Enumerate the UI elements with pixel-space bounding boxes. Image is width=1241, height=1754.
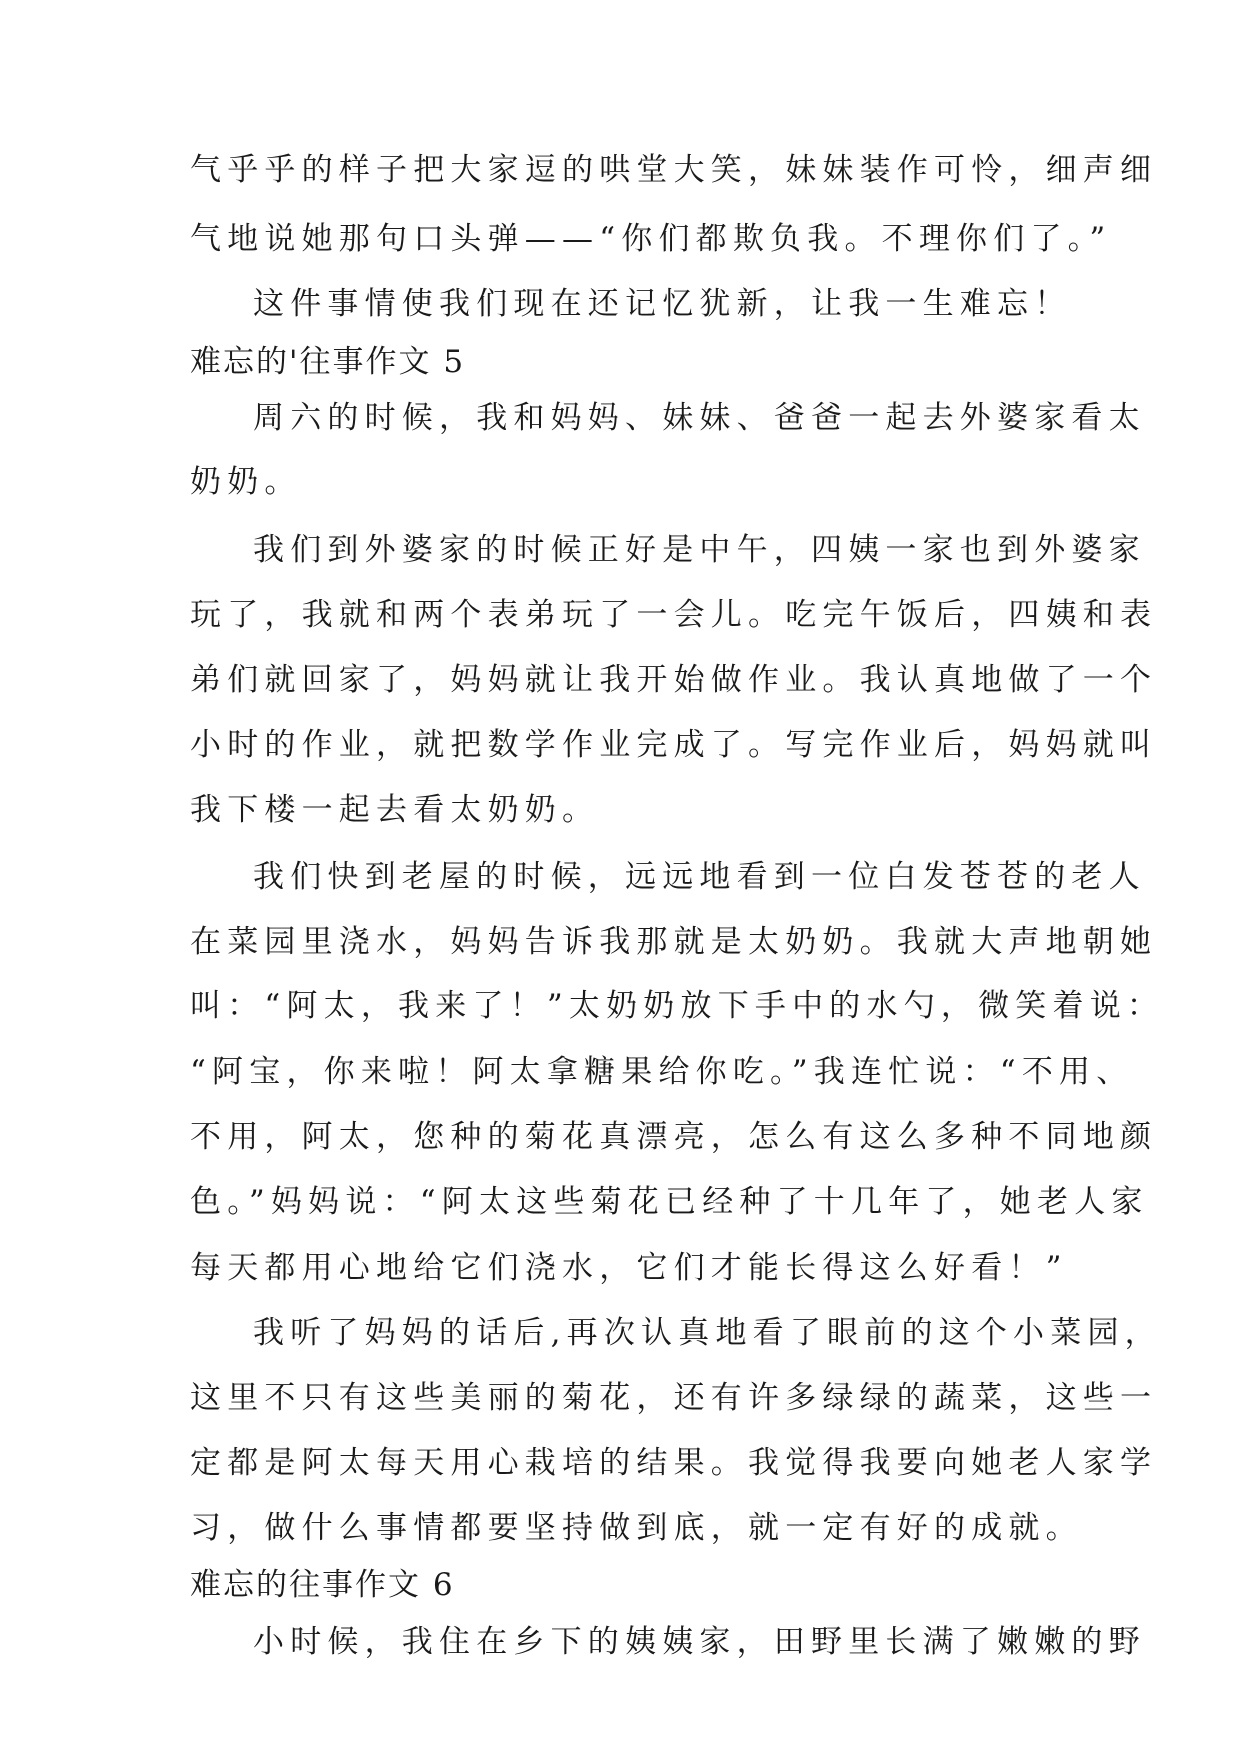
text-line: 奶奶。 (190, 464, 302, 500)
section-heading: 难忘的'往事作文 5 (190, 344, 466, 380)
paragraph-line: 小时候，我住在乡下的姨姨家，田野里长满了嫩嫩的野 (253, 1624, 1146, 1660)
text-line: 气地说她那句口头弹——“你们都欺负我。不理你们了。” (190, 221, 1112, 257)
section-heading: 难忘的往事作文 6 (190, 1567, 455, 1603)
text-line: 不用，阿太，您种的菊花真漂亮，怎么有这么多种不同地颜 (190, 1119, 1158, 1155)
text-line: 每天都用心地给它们浇水，它们才能长得这么好看！” (190, 1250, 1068, 1286)
text-line: 叫：“阿太，我来了！”太奶奶放下手中的水勺，微笑着说： (190, 988, 1165, 1024)
paragraph-line: 我听了妈妈的话后,再次认真地看了眼前的这个小菜园， (253, 1315, 1162, 1351)
paragraph-line: 周六的时候，我和妈妈、妹妹、爸爸一起去外婆家看太 (253, 400, 1146, 436)
text-line: 小时的作业，就把数学作业完成了。写完作业后，妈妈就叫 (190, 727, 1158, 763)
text-line: 习，做什么事情都要坚持做到底，就一定有好的成就。 (190, 1510, 1083, 1546)
paragraph-line: 我们到外婆家的时候正好是中午，四姨一家也到外婆家 (253, 532, 1146, 568)
text-line: 在菜园里浇水，妈妈告诉我那就是太奶奶。我就大声地朝她 (190, 924, 1158, 960)
text-line: 定都是阿太每天用心栽培的结果。我觉得我要向她老人家学 (190, 1445, 1158, 1481)
text-line: “阿宝，你来啦！阿太拿糖果给你吃。”我连忙说：“不用、 (190, 1054, 1134, 1090)
paragraph-line: 这件事情使我们现在还记忆犹新，让我一生难忘！ (253, 286, 1072, 322)
text-line: 玩了，我就和两个表弟玩了一会儿。吃完午饭后，四姨和表 (190, 597, 1158, 633)
paragraph-line: 我们快到老屋的时候，远远地看到一位白发苍苍的老人 (253, 859, 1146, 895)
text-line: 弟们就回家了，妈妈就让我开始做作业。我认真地做了一个 (190, 662, 1158, 698)
text-line: 我下楼一起去看太奶奶。 (190, 792, 600, 828)
text-line: 这里不只有这些美丽的菊花，还有许多绿绿的蔬菜，这些一 (190, 1380, 1158, 1416)
text-line: 色。”妈妈说：“阿太这些菊花已经种了十几年了，她老人家 (190, 1184, 1149, 1220)
text-line: 气乎乎的样子把大家逗的哄堂大笑，妹妹装作可怜，细声细 (190, 152, 1158, 188)
